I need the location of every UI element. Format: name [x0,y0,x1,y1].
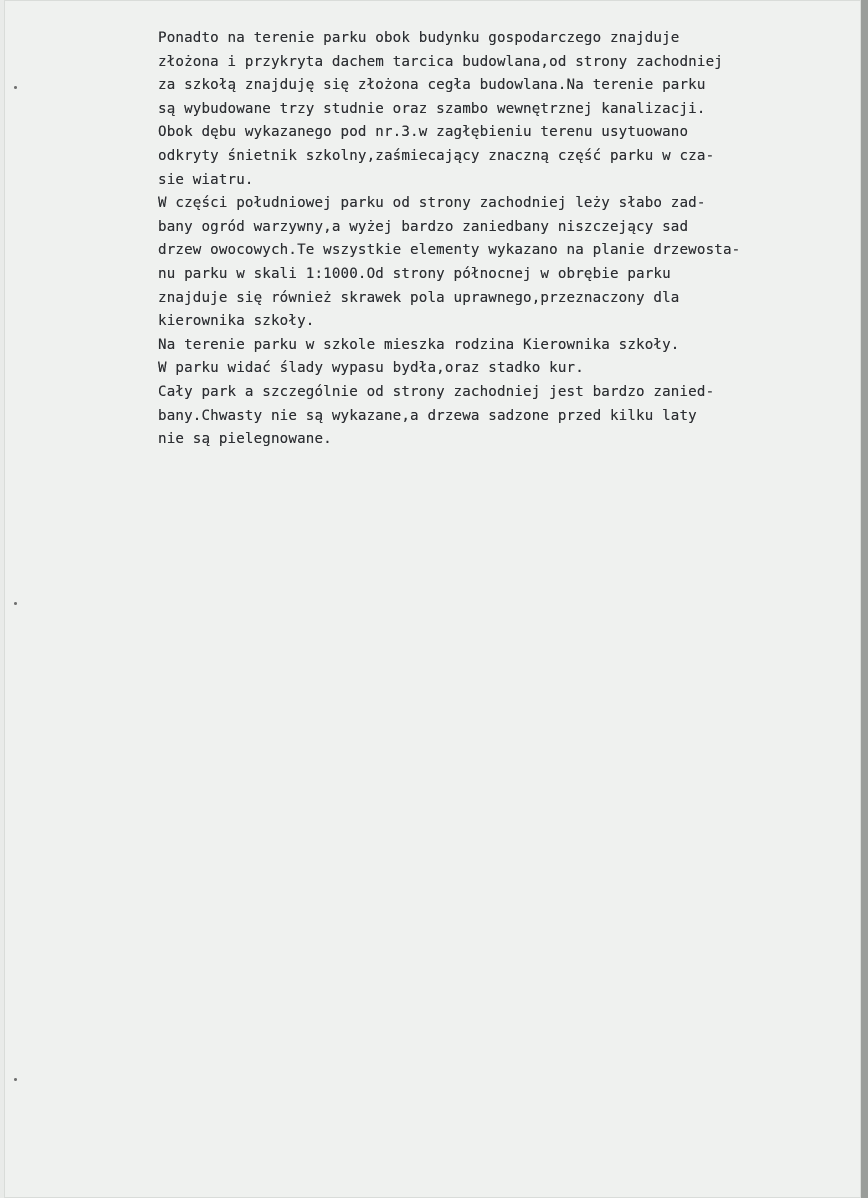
text-line: sie wiatru. [158,171,254,188]
text-line: znajduje się również skrawek pola uprawnego,przeznaczony dla [158,289,680,306]
text-line: są wybudowane trzy studnie oraz szambo wewnętrznej kanalizacji. [158,100,706,117]
text-line: Obok dębu wykazanego pod nr.3.w zagłębieniu terenu usytuowano [158,124,689,141]
text-line: Na terenie parku w szkole mieszka rodzina Kierownika szkoły. [158,336,680,353]
margin-mark [14,602,17,605]
text-line: Ponadto na terenie parku obok budynku gospodarczego znajduje [158,30,680,46]
text-line: nu parku w skali 1:1000.Od strony północnej w obrębie parku [158,265,671,282]
text-line: drzew owocowych.Te wszystkie elementy wykazano na planie drzewosta- [158,242,741,259]
text-line: Cały park a szczególnie od strony zachodniej jest bardzo zanied- [158,383,715,400]
text-line: złożona i przykryta dachem tarcica budowlana,od strony zachodniej [158,53,723,70]
sheet-edge-shadow [861,0,868,1198]
text-line: W części południowej parku od strony zachodniej leży słabo zad- [158,195,706,212]
text-line: kierownika szkoły. [158,313,315,330]
text-line: W parku widać ślady wypasu bydła,oraz stadko kur. [158,360,584,377]
margin-mark [14,86,17,89]
margin-mark [14,1078,17,1081]
text-line: bany ogród warzywny,a wyżej bardzo zaniedbany niszczejący sad [158,218,689,235]
text-line: nie są pielegnowane. [158,431,332,448]
text-line: bany.Chwasty nie są wykazane,a drzewa sadzone przed kilku laty [158,407,697,424]
typewritten-text [158,27,858,452]
text-line: odkryty śnietnik szkolny,zaśmiecający znaczną część parku w cza- [158,147,715,164]
text-line: za szkołą znajduję się złożona cegła budowlana.Na terenie parku [158,77,706,94]
